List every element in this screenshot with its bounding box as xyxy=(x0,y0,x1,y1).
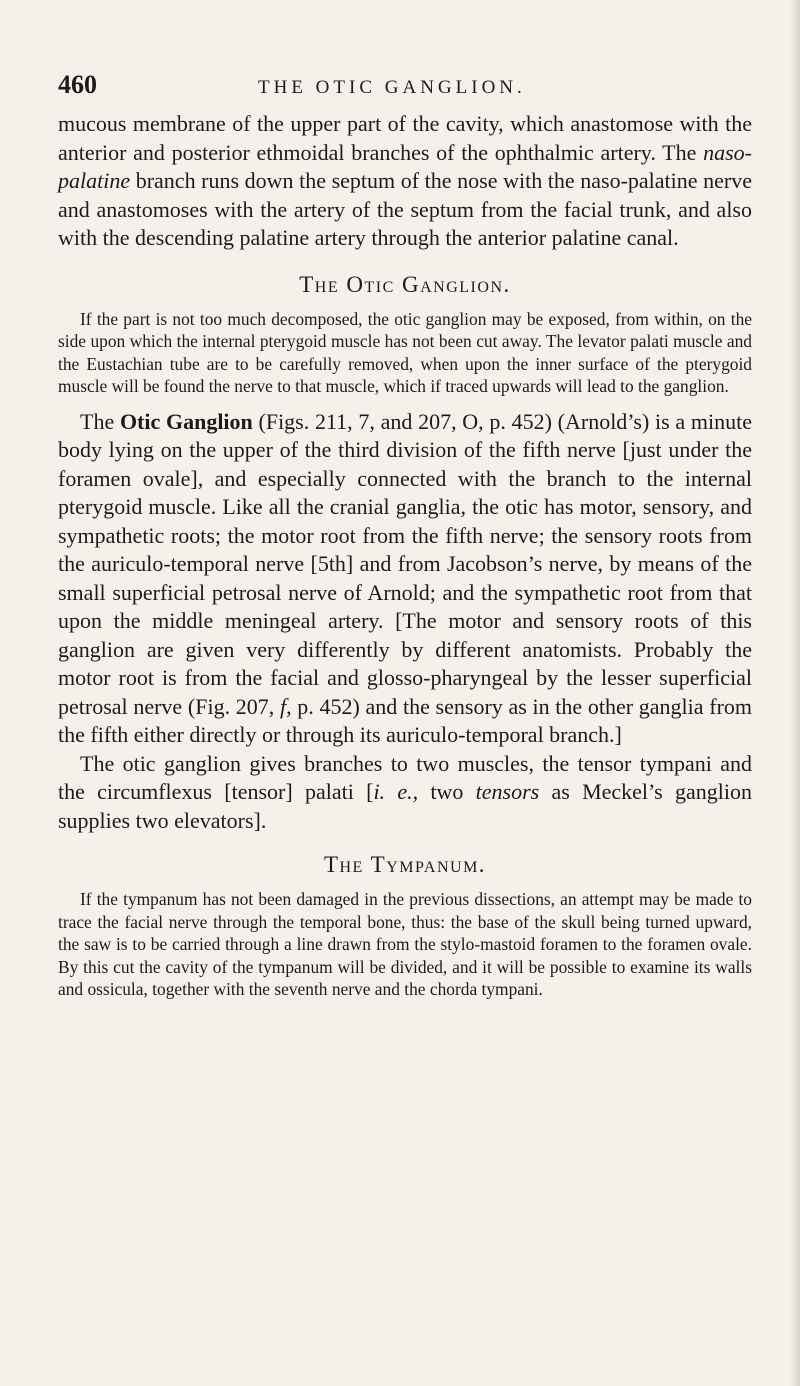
page-header xyxy=(58,70,752,110)
otic-branches-text-a: The otic ganglion gives branches to two muscles, the tensor tympani and the circumflexus [tensor] palati [ xyxy=(58,750,752,804)
otic-text-a: The xyxy=(80,408,120,434)
otic-dissection-paragraph: If the part is not too much decomposed, the otic ganglion may be exposed, from within, on the side upon which the internal pterygoid muscle has not been cut away. The levator palati muscle and the Eustachian tube are to be carefully removed, when upon the inner surface of the pterygoid muscle will be found the nerve to that muscle, which if traced upwards will lead to the ganglion. xyxy=(58,308,752,396)
page-number: 460 xyxy=(58,70,97,99)
book-page xyxy=(58,70,752,1001)
intro-text-b: branch runs down the septum of the nose with the naso-palatine nerve and anastomoses with the artery of the septum from the facial trunk, and also with the descending palatine artery through the anterior palatine canal. xyxy=(58,168,752,250)
running-head: THE OTIC GANGLION. xyxy=(258,77,526,98)
intro-text-a: mucous membrane of the upper part of the cavity, which anastomose with the anterior and posterior ethmoidal branches of the ophthalmic artery. The xyxy=(58,111,752,165)
otic-text-c: , p. 452) and the sensory as in the other ganglia from the fifth either directly or through its auriculo-temporal branch.] xyxy=(58,693,753,747)
otic-description-paragraph xyxy=(58,408,752,750)
otic-branches-italic-ie: i. e. xyxy=(373,779,413,804)
intro-paragraph xyxy=(58,110,752,253)
intro-italic-term: naso-palatine xyxy=(58,139,752,193)
page-edge-shadow xyxy=(790,0,800,1386)
otic-branches-paragraph xyxy=(58,750,752,836)
otic-branches-italic-tensors: tensors xyxy=(475,779,540,804)
otic-italic-f: f xyxy=(279,693,287,719)
heading-tympanum: The Tympanum. xyxy=(323,852,487,877)
heading-otic-ganglion: The Otic Ganglion. xyxy=(299,271,511,297)
otic-bold-term: Otic Ganglion xyxy=(119,408,253,434)
otic-text-b: (Figs. 211, 7, and 207, O, p. 452) (Arnold’s) is a minute body lying on the upper of the third division of the fifth nerve [just under the foramen ovale], and especially connected with the branch to the internal pterygoid muscle. Like all the cranial ganglia, the otic has motor, sensory, and sympathetic roots; the motor root from the fifth nerve; the sensory roots from the auriculo-temporal nerve [5th] and from Jacobson’s nerve, by means of the small superficial petrosal nerve of Arnold; and the sympathetic root from that upon the middle meningeal artery. [The motor and sensory roots of this ganglion are given very differently by different anatomists. Probably the motor root is from the facial and glosso-pharyngeal by the lesser superficial petrosal nerve (Fig. 207, xyxy=(58,408,753,719)
tympanum-dissection-paragraph: If the tympanum has not been damaged in the previous dissections, an attempt may be made to trace the facial nerve through the temporal bone, thus: the base of the skull being turned upward, the saw is to be carried through a line drawn from the stylo-mastoid foramen to the foramen ovale. By this cut the cavity of the tympanum will be divided, and it will be possible to examine its walls and ossicula, together with the seventh nerve and the chorda tympani. xyxy=(58,889,752,999)
otic-branches-text-b: , two xyxy=(412,779,476,804)
otic-branches-text-c: as Meckel’s ganglion supplies two elevators]. xyxy=(58,779,752,833)
